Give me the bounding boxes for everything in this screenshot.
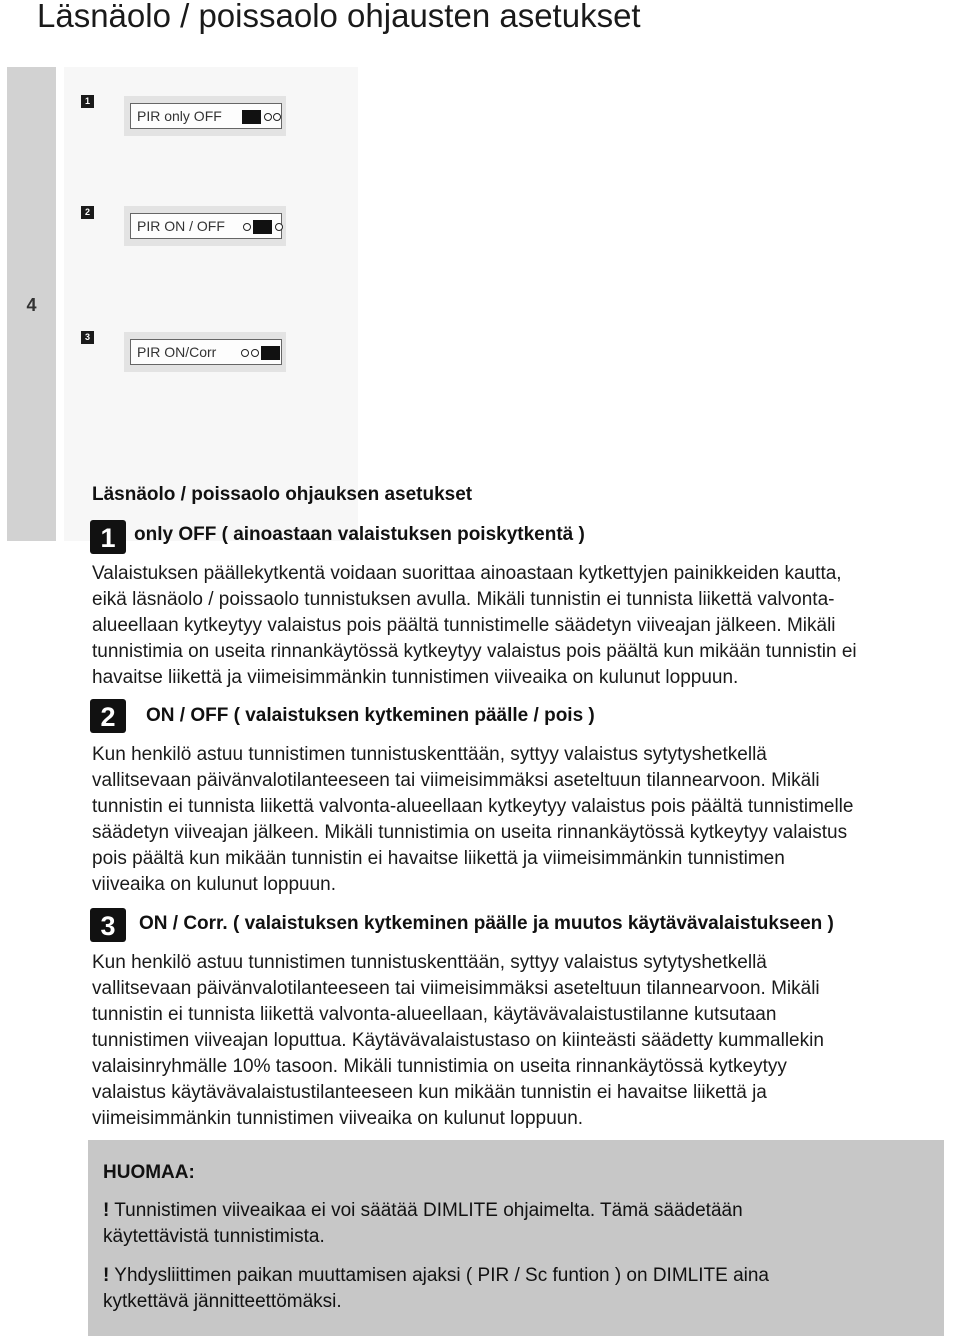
switch-figure: [64, 67, 358, 541]
section-heading: Läsnäolo / poissaolo ohjauksen asetukset: [92, 484, 473, 505]
figure-badge-2: 2: [81, 206, 94, 219]
item-2-paragraph: Kun henkilö astuu tunnistimen tunnistuskenttään, syttyy valaistus sytytyshetkellä vallitsevaan päivänvalotilanteeseen tai viimeisimmäksi aseteltuun tilannearvoon. Mikäli tunnistin ei tunnista liikettä valvonta-alueellaan kytkeytyy valaistus pois päältä tunnistimelle säädetyn viiveajan jälkeen. Mikäli tunnistimia on useita rinnankäytössä kytkeytyy valaistus pois päältä kun mikään tunnistin ei havaitse liikettä ja viimeisimmänkin tunnistimen viiveaika on kulunut loppuun.: [92, 744, 854, 895]
chapter-tab: [7, 67, 56, 541]
switch-label: PIR ON/Corr: [137, 344, 217, 360]
page-title: Läsnäolo / poissaolo ohjausten asetukset: [37, 0, 641, 34]
note-title: HUOMAA:: [103, 1162, 195, 1183]
number-1-icon: 1: [90, 520, 126, 554]
figure-badge-1: 1: [81, 95, 94, 108]
item-3-paragraph: Kun henkilö astuu tunnistimen tunnistuskenttään, syttyy valaistus sytytyshetkellä vallitsevaan päivänvalotilanteeseen tai viimeisimmäksi aseteltuun tilannearvoon. Mikäli tunnistin ei tunnista liikettä valvonta-alueellaan, käytävävalaistustilanne kutsutaan tunnistimen viiveajan loputtua. Käytävävalaistustaso on kiinteästi säädetty kummallekin valaisinryhmälle 10% tasoon. Mikäli tunnistimia on useita rinnankäytössä kytkeytyy valaistus käytävävalaistustilanteeseen kun mikään tunnistin ei havaitse liikettä ja viimeisimmänkin tunnistimen viiveaika on kulunut loppuun.: [92, 952, 824, 1129]
pir-switch-on-off: [124, 206, 286, 246]
pir-switch-on-corr: [124, 332, 286, 372]
item-2-title: ON / OFF ( valaistuksen kytkeminen päälle / pois ): [146, 705, 595, 726]
chapter-number: 4: [26, 295, 37, 315]
note-paragraph-1: ! Tunnistimen viiveaikaa ei voi säätää DIMLITE ohjaimelta. Tämä säädetään käytettävistä tunnistimista.: [103, 1200, 743, 1247]
exclamation-icon: !: [103, 1265, 110, 1286]
number-3-icon: 3: [90, 908, 126, 942]
exclamation-icon: !: [103, 1200, 110, 1221]
item-1-title: only OFF ( ainoastaan valaistuksen poiskytkentä ): [134, 524, 585, 545]
figure-badge-3: 3: [81, 331, 94, 344]
switch-label: PIR only OFF: [137, 108, 222, 124]
item-1-paragraph: Valaistuksen päällekytkentä voidaan suorittaa ainoastaan kytkettyjen painikkeiden kautta, eikä läsnäolo / poissaolo tunnistuksen avulla. Mikäli tunnistin ei tunnista liikettä valvonta- alueellaan kytkeytyy valaistus pois päältä tunnistimelle säädetyn viiveajan jälkeen. Mikäli tunnistimia on useita rinnankäytössä kytkeytyy valaistus pois päältä kun mikään tunnistin ei havaitse liikettä ja viimeisimmänkin tunnistimen viiveaika on kulunut loppuun.: [92, 563, 857, 688]
switch-label: PIR ON / OFF: [137, 218, 225, 234]
note-paragraph-2: ! Yhdysliittimen paikan muuttamisen ajaksi ( PIR / Sc funtion ) on DIMLITE aina kytkettävä jännitteettömäksi.: [103, 1265, 769, 1312]
note-box: [88, 1140, 944, 1336]
number-2-icon: 2: [90, 699, 126, 733]
pir-switch-only-off: [124, 96, 286, 136]
item-3-title: ON / Corr. ( valaistuksen kytkeminen päälle ja muutos käytävävalaistukseen ): [139, 913, 834, 934]
